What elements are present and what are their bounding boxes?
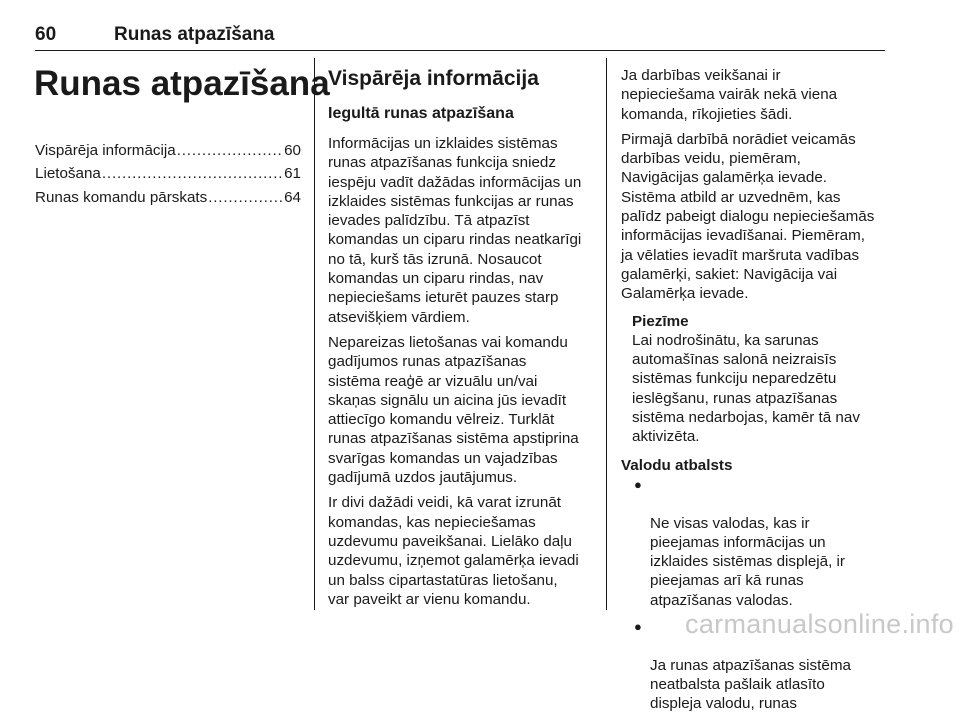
section-title: Vispārēja informācija — [328, 67, 539, 90]
note-body: Lai nodrošinātu, ka sarunas automašīnas salonā neizraisīs sistēmas funkciju neparedzētu ieslēgšanu, runas atpazīšanas sistēma nedarbojas, kamēr tā nav aktivizēta. — [632, 331, 860, 446]
toc-entry-page: 60 — [284, 142, 301, 159]
body-paragraph: Pirmajā darbībā norādiet veicamās darbības veidu, piemēram, Navigācijas galamērķa ievade. Sistēma atbild ar uzvednēm, kas palīdz pabeigt dialogu nepieciešamās informācijas ievadīšanai. Piemēram, ja vēlaties ievadīt maršruta vadības galamērķi, sakiet: Navigācija vai Galamērķa ievade. — [621, 130, 875, 303]
toc-entry-page: 64 — [284, 188, 301, 206]
language-support-heading: Valodu atbalsts — [621, 456, 733, 474]
toc-entry[interactable] — [35, 164, 301, 187]
page-header — [35, 24, 885, 51]
column-1 — [34, 58, 330, 211]
toc-entry-label: Lietošana — [35, 165, 101, 183]
body-paragraph: Nepareizas lietošanas vai komandu gadījumos runas atpazīšanas sistēma reaģē ar vizuālu un/vai skaņas signālu un aicina jūs ievadīt attiecīgo komandu vēlreiz. Turklāt runas atpazīšanas sistēma apstiprina svarīgas komandas un vajadzības gadījumā uzdos jautājumus. — [328, 333, 579, 487]
column-divider-1 — [314, 58, 315, 610]
column-divider-2 — [606, 58, 607, 610]
toc-entry-page: 61 — [284, 165, 301, 183]
toc-entry-label: Vispārēja informācija — [35, 142, 176, 159]
bullet-icon: ● — [634, 619, 642, 635]
language-support-list — [621, 475, 887, 714]
site-watermark: carmanualsonline.info — [685, 609, 954, 639]
list-item-text: Ja runas atpazīšanas sistēma neatbalsta pašlaik atlasīto displeja valodu, runas — [650, 656, 851, 713]
note-box — [632, 312, 887, 447]
column-2 — [328, 58, 594, 609]
toc-leader-dots — [208, 188, 283, 207]
toc-entry[interactable] — [35, 188, 301, 211]
body-paragraph: Ir divi dažādi veidi, kā varat izrunāt komandas, kas nepieciešamas uzdevumu paveikšanai. Lielāko daļu uzdevumu, izņemot galamērķa ievadi un balss cipartastatūras lietošanu, var paveikt ar vienu komandu. — [328, 494, 579, 608]
running-title: Runas atpazīšana — [114, 24, 275, 45]
list-item-text: Ne visas valodas, kas ir pieejamas informācijas un izklaides sistēmas displejā, ir pieejamas arī kā runas atpazīšanas valodas. — [650, 514, 845, 609]
body-paragraph: Ja darbības veikšanai ir nepieciešama vairāk nekā viena komanda, rīkojieties šādi. — [621, 67, 838, 123]
body-paragraph: Informācijas un izklaides sistēmas runas atpazīšanas funkcija sniedz iespēju vadīt dažādas informācijas un izklaides sistēmas funkcijas ar runas ievades palīdzību. Tā atpazīst komandas un ciparu rindas neatkarīgi no tā, kurš tās izrunā. Nosaucot komandas un ciparu rindas, nav nepieciešams ieturēt pauzes starp atsevišķiem vārdiem. — [328, 135, 582, 326]
toc-entry[interactable] — [35, 141, 301, 164]
toc-leader-dots — [177, 141, 283, 160]
list-item — [621, 475, 887, 610]
toc-entry-label: Runas komandu pārskats — [35, 188, 208, 206]
subsection-title: Iegultā runas atpazīšana — [328, 105, 514, 122]
bullet-icon: ● — [634, 476, 642, 492]
toc-leader-dots — [102, 164, 283, 183]
page-number: 60 — [35, 24, 57, 45]
note-title: Piezīme — [632, 312, 689, 330]
table-of-contents — [35, 141, 301, 211]
chapter-title: Runas atpazīšana — [34, 64, 330, 103]
